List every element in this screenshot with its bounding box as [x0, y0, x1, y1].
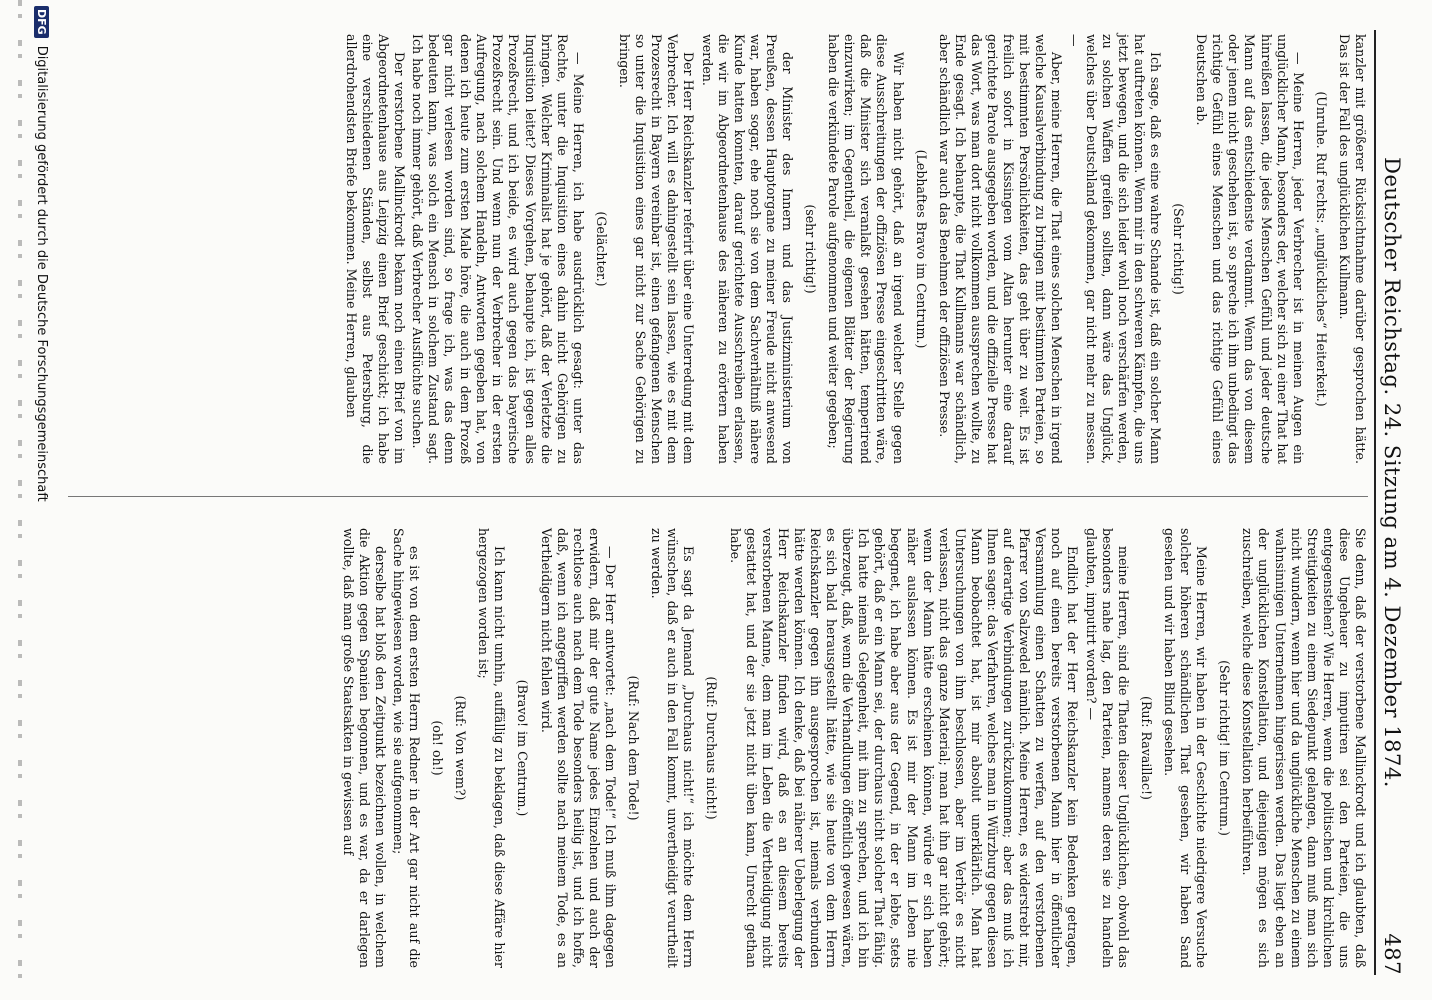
header-title: Deutscher Reichstag. 24. Sitzung am 4. Dezember 1874.	[1380, 157, 1404, 788]
scan-edge-noise	[18, 0, 22, 1000]
interjection: (Ruf: Durchaus nicht!)	[704, 676, 720, 820]
dfg-logo: DFG	[35, 6, 50, 38]
page-number: 487	[1380, 933, 1404, 975]
paragraph: Wir haben nicht gehört, daß an irgend welcher Stelle gegen diese Ausschreitungen der offiziösen Presse eingeschritten wäre, daß die Minister sich veranlaßt gesehen hätten, temperirend einzuwirken; im Gegentheil, die eigenen Blätter der Regierung haben die verkündete Parole aufgenommen und weiter gegeben;	[826, 34, 906, 464]
interjection: (Gelächter.)	[593, 211, 609, 287]
interjection: (Sehr richtig!)	[1171, 203, 1187, 295]
paragraph: Es sagt da Jemand „Durchaus nicht!“ ich möchte dem Herrn wünschen, daß er auch in den Fall kommt, unvertheidigt verurtheilt zu werden.	[649, 528, 697, 968]
paragraph: Ich kann nicht umhin, auffällig zu beklagen, daß diese Affäre hier hergezogen worden ist;	[476, 528, 508, 968]
paragraph: — Meine Herren, ich habe ausdrücklich gesagt: unter das Rechte, unter die Inquisition eines dahin nicht Gehörigen zu bringen. Welcher Kriminalist hat je gehört, daß der Verletzte die Inquisition leitet? Dieses Vorgehen, behaupte ich, ist gegen alles Prozeßrecht, und ich beide, es wird auch gegen das bayerische Prozeßrecht sein. Und wenn nun der Verbrecher in der ersten Aufregung, nach solchem Handeln, Antworten gegeben hat, von denen ich heute zum ersten Male höre, die auch in dem Prozeß gar nicht verlesen worden sind, so frage ich, was das denn bedeuten kann, was solch ein Mensch in solchem Zustand sagt. Ich habe noch immer gehört, daß Verbrecher Ausflüchte suchen.	[409, 34, 586, 464]
paragraph: Aber, meine Herren, die That eines solchen Menschen in irgend welche Kausalverbindung zu bringen mit bestimmten Parteien, so mit bestimmten Persönlichkeiten, das geht über zu weit. Es ist freilich sofort in Kissingen vom Altan herunter eine darauf gerichtete Parole ausgegeben worden, und die offizielle Presse hat das Wort, was man dort nicht vollkommen aussprechen wollte, zu Ende gesagt. Ich behaupte, die That Kullmanns war schändlich, aber schändlich war auch das Benehmen der offiziösen Presse.	[936, 34, 1065, 464]
paragraph: kanzler mit größerer Rücksichtnahme darüber gesprochen hätte. Das ist der Fall des unglücklichen Kullmann.	[1336, 34, 1368, 464]
interjection: (Bravo! im Centrum.)	[515, 679, 531, 817]
digitization-footer	[27, 0, 57, 1006]
interjection: (Ruf: Ravaillac!)	[1138, 696, 1154, 800]
footer-credit: Digitalisierung gefördert durch die Deutsche Forschungsgemeinschaft	[34, 45, 50, 502]
paragraph: Der Herr Reichskanzler referirt über eine Unterredung mit dem Verbrecher. Ich will es dahingestellt sein lassen, wie es mit dem Prozesrecht in Bayern vereinbar ist, einen gefangenen Menschen so unter die Inquisition eines gar nicht zur Sache Gehörigen zu bringen.	[617, 34, 697, 464]
paragraph: Der verstorbene Mallinckrodt bekam noch einen Brief von im Abgeordnetenhause aus Leipzig einen Brief geschickt; ich habe eine verschiedenen Ständen, selbst aus Petersburg, die allerdrohendsten Briefe bekommen. Meine Herren, glauben	[343, 34, 407, 464]
interjection: (sehr richtig!)	[803, 204, 819, 294]
header-rule	[1374, 30, 1376, 975]
paragraph: Endlich hat der Herr Reichskanzler kein Bedenken getragen, noch auf einen bereits verstorbenen Mann hier in öffentlicher Versammlung einen Schatten zu werfen, auf den verstorbenen Pfarrer von Salzwedel nämlich. Meine Herren, es widerstrebt mir, auf derartige Verbindungen zurückzukommen; aber das muß ich Ihnen sagen: das Verfahren, welches man in Würzburg gegen diesen Mann beobachtet hat, ist mir absolut unerklärlich. Man hat Untersuchungen von ihm beschlossen, aber im Verhör es nicht verlassen, nicht das ganze Material; man hat ihn gar nicht gehört; wenn der Mann hätte erscheinen können, würde er sich haben näher auslassen können. Es ist mir der Mann im Leben nie begegnet, ich habe aber aus der Gegend, in der er lebte, stets gehört, daß er ein Mann sei, der durchaus nicht solcher That fähig. Ich hatte niemals Gelegenheit, mit ihm zu sprechen, und ich bin überzeugt, daß, wenn die Verhandlungen öffentlich gewesen wären, es sich bald herausgestellt hätte, wie sie heute von dem Herrn Reichskanzler gegen ihn ausgesprochen ist, niemals verbunden hätte werden können. Ich denke, daß bei näherer Ueberlegung der Herr Reichskanzler finden wird, daß es an diesem bereits verstorbenen Manne, dem man im Leben die Vertheidigung nicht gestattet hat, und der sie jetzt nicht üben kann, Unrecht gethan habe.	[727, 528, 1081, 968]
paragraph: es ist von dem ersten Herrn Redner in der Art gar nicht auf die Sache hingewiesen worden, wie sie aufgenommen;	[390, 528, 423, 968]
paragraph: — Der Herr antwortet: „nach dem Tode!“ Ich muß ihm dagegen erwidern, daß mir der gute Name jedes Einzelnen und auch der rechtlose auch nach dem Tode besonders heilig ist, und ich hoffe, daß, wenn ich angegriffen werden sollte nach meinem Tode, es an Vertheidigern nicht fehlen wird.	[538, 528, 618, 968]
right-text-column	[338, 528, 1368, 968]
column-divider	[68, 496, 1368, 497]
paragraph: derselbe hat bloß den Zeitpunkt bezeichnen wollen, in welchem die Aktion gegen Spanien begonnen, und es war, da er darlegen wollte, daß man große Staatsakten in gewissen auf	[340, 528, 388, 968]
interjection: (Ruf: Nach dem Tode!)	[626, 675, 642, 821]
interjection: (Unruhe. Ruf rechts: „unglückliches“ Heiterkeit.)	[1313, 91, 1329, 407]
page-header	[1380, 30, 1414, 975]
paragraph: — Meine Herren, jeder Verbrecher ist in meinen Augen ein unglücklicher Mann, besonders der, welcher sich zu einer That hat hinreißen lassen, die jedes Menschen Gefühl und jeder deutsche Mann auf das entschiedenste verdammt. Wenn das von diesem oder jenem nicht geschehen ist, so spreche ich ihm unbedingt das richtige Gefühl eines Menschen und das richtige Gefühl eines Deutschen ab.	[1194, 34, 1306, 464]
paragraph: Meine Herren, wir haben in der Geschichte niedrigere Versuche solcher höheren schändlichen That gesehen, wir haben Sand gesehen und wir haben Blind gesehen.	[1161, 528, 1210, 968]
interjection: (Ruf: Von wem?)	[453, 695, 469, 801]
interjection: (Lebhaftes Bravo im Centrum.)	[913, 149, 929, 349]
paragraph: Sie denn, daß der verstorbene Mallinckrodt und ich glaubten, daß diese Ungeheuer zu imputiren sei den Parteien, die uns entgegenstehen? Wie Herren, wenn die politischen und kirchlichen Streitigkeiten zu einem Siedepunkt gelangen, dann muß man sich nicht wundern, wenn hier und da unglückliche Menschen zu einem wahnsinnigen Unternehmen hingerissen werden. Das liegt eben an der unglücklichen Konstellation, und diejenigen mögen es sich zuschreiben, welche diese Konstellation herbeiführen.	[1240, 528, 1368, 968]
interjection: (oh! oh!)	[430, 720, 446, 776]
interjection: (Sehr richtig! im Centrum.)	[1217, 660, 1233, 836]
paragraph: meine Herren, sind die Thaten dieser Unglücklichen, obwohl das besonders nahe lag, den Parteien, namens deren sie zu handeln glaubten, imputirt worden? —	[1083, 528, 1131, 968]
paragraph: der Minister des Innern und das Justizministerium von Preußen, dessen Hauptorgane zu meiner Freude nicht anwesend war, haben sogar, ehe noch sie von dem Sachverhältniß nähere Kunde hatten konnten, darauf gerichtete Ausschreiben erlassen, die wir im Abgeordnetenhause des näheren zu erörtern haben werden.	[699, 34, 795, 464]
paragraph: Ich sage, daß es eine wahre Schande ist, daß ein solcher Mann hat auftreten können. Wenn mir in den schweren Kämpfen, die uns jetzt bewegen, und die sich leider wohl noch verschärfen werden, zu solchen Waffen greifen sollten, dann wäre das Unglück, welches über Deutschland gekommen, gar nicht mehr zu messen. —	[1067, 34, 1163, 464]
left-text-column	[340, 34, 1368, 464]
